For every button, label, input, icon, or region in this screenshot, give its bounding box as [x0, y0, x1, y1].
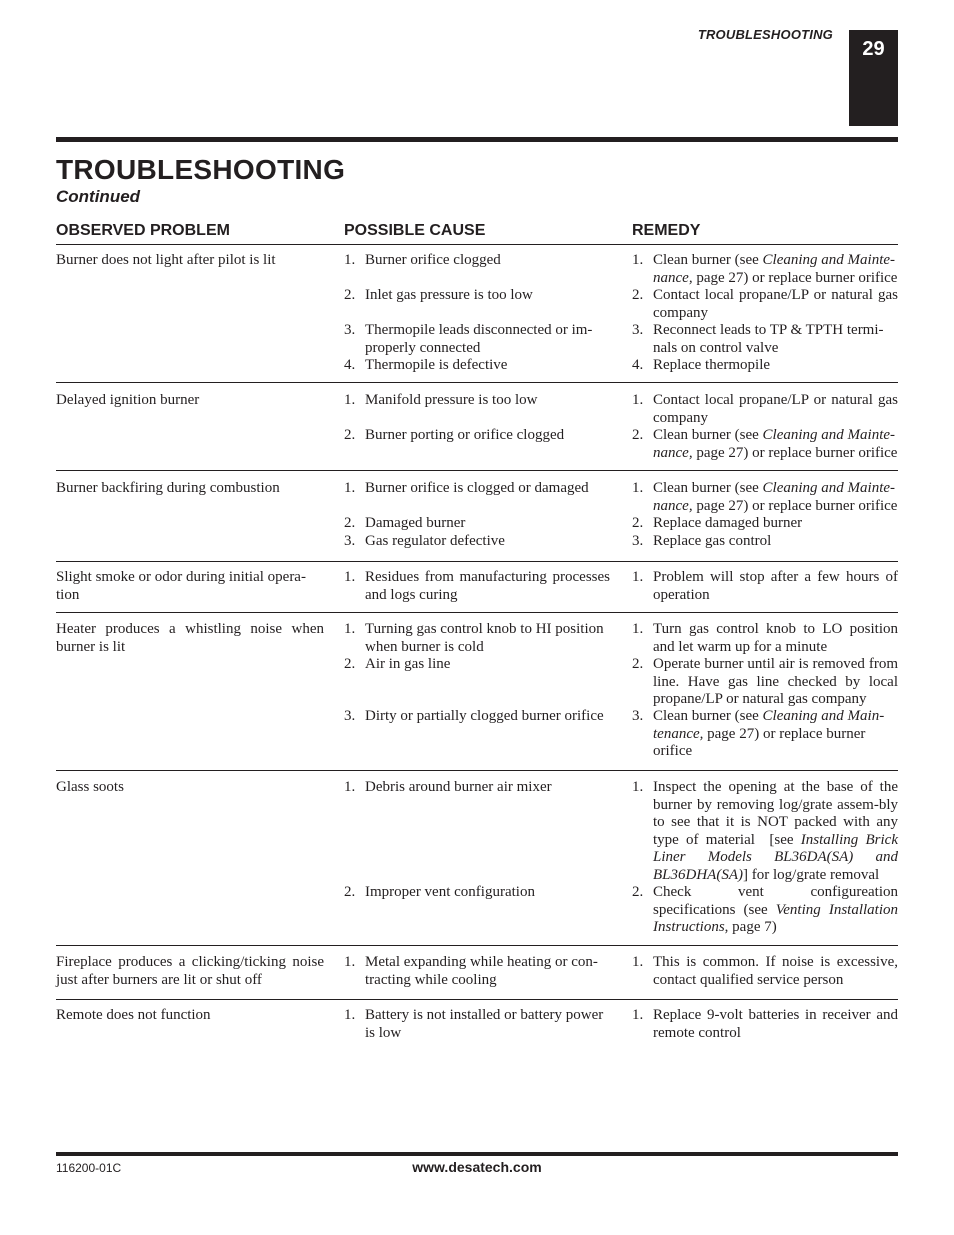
remedy-item: 1. Replace 9-volt batteries in receiver and remote control — [632, 1007, 898, 1041]
problem-cell: Glass soots — [56, 779, 124, 795]
problem-cell: Burner does not light after pilot is lit — [56, 252, 276, 268]
cause-item: 1. Turning gas control knob to HI position when burner is cold — [344, 621, 604, 655]
table-row — [56, 245, 898, 383]
page-number: 29 — [862, 38, 885, 60]
remedy-item: 1. Clean burner (see Cleaning and Mainte- nance, page 27) or replace burner orifice — [632, 252, 898, 286]
remedy-item: 4. Replace thermopile — [632, 357, 771, 373]
remedy-item: 2. Check vent configureation specifications (see Venting Installation Instructions, page 7) — [632, 884, 898, 935]
table-row — [56, 471, 898, 562]
remedy-item: 1. Problem will stop after a few hours of operation — [632, 569, 898, 603]
table-row — [56, 771, 898, 946]
table-row — [56, 383, 898, 471]
cause-item: 2. Burner porting or orifice clogged — [344, 427, 565, 443]
problem-cell: Remote does not function — [56, 1007, 211, 1023]
cause-item: 1. Battery is not installed or battery power is low — [344, 1007, 604, 1041]
cause-item: 4. Thermopile is defective — [344, 357, 508, 373]
bottom-divider — [56, 1152, 898, 1156]
document-code: 116200-01C — [56, 1161, 122, 1175]
remedy-item: 1. This is common. If noise is excessive, contact qualified service person — [632, 954, 898, 988]
remedy-item: 2. Clean burner (see Cleaning and Mainte- nance, page 27) or replace burner orifice — [632, 427, 898, 461]
remedy-item: 2. Replace damaged burner — [632, 515, 803, 531]
cause-item: 3. Gas regulator defective — [344, 533, 505, 549]
top-divider — [56, 137, 898, 142]
problem-cell: Heater produces a whistling noise when burner is lit — [56, 621, 324, 655]
cause-item: 2. Air in gas line — [344, 656, 451, 672]
cause-item: 1. Manifold pressure is too low — [344, 392, 538, 408]
cause-item: 3. Dirty or partially clogged burner orifice — [344, 708, 604, 724]
website-url: www.desatech.com — [412, 1159, 542, 1175]
column-header-cause: POSSIBLE CAUSE — [344, 222, 486, 239]
page-number-box — [849, 30, 898, 126]
remedy-item: 2. Contact local propane/LP or natural gas company — [632, 287, 898, 321]
table-row — [56, 562, 898, 613]
remedy-item: 2. Operate burner until air is removed from line. Have gas line checked by local propane/LP or natural gas company — [632, 656, 898, 707]
remedy-item: 1. Inspect the opening at the base of the burner by removing log/grate assem-bly to see that it is NOT packed with any type of material [see Installing Brick Liner Models BL36DA(SA) and BL36DHA(SA)] for log/grate removal — [632, 779, 898, 883]
problem-cell: Burner backfiring during combustion — [56, 480, 280, 496]
column-header-problem: OBSERVED PROBLEM — [56, 222, 230, 239]
table-row — [56, 946, 898, 1000]
cause-item: 1. Debris around burner air mixer — [344, 779, 552, 795]
cause-item: 1. Burner orifice clogged — [344, 252, 501, 268]
cause-item: 1. Burner orifice is clogged or damaged — [344, 480, 589, 496]
cause-item: 1. Residues from manufacturing processes and logs curing — [344, 569, 610, 603]
problem-cell: Fireplace produces a clicking/ticking noise just after burners are lit or shut off — [56, 954, 324, 988]
page-title: TROUBLESHOOTING — [56, 154, 346, 185]
problem-cell: Delayed ignition burner — [56, 392, 200, 408]
remedy-item: 3. Replace gas control — [632, 533, 772, 549]
cause-item: 2. Improper vent configuration — [344, 884, 535, 900]
cause-item: 2. Damaged burner — [344, 515, 466, 531]
cause-item: 3. Thermopile leads disconnected or im- properly connected — [344, 322, 593, 356]
problem-cell: Slight smoke or odor during initial opera- tion — [56, 569, 306, 603]
section-label: TROUBLESHOOTING — [697, 27, 833, 42]
remedy-item: 1. Turn gas control knob to LO position and let warm up for a minute — [632, 621, 898, 655]
remedy-item: 3. Reconnect leads to TP & TPTH termi- nals on control valve — [632, 322, 884, 356]
remedy-item: 1. Clean burner (see Cleaning and Mainte- nance, page 27) or replace burner orifice — [632, 480, 898, 514]
page-subtitle: Continued — [56, 187, 141, 206]
cause-item: 2. Inlet gas pressure is too low — [344, 287, 533, 303]
table-row — [56, 613, 898, 771]
cause-item: 1. Metal expanding while heating or con- tracting while cooling — [344, 954, 598, 988]
column-header-remedy: REMEDY — [632, 222, 701, 239]
remedy-item: 3. Clean burner (see Cleaning and Main- tenance, page 27) or replace burner orifice — [632, 708, 885, 759]
troubleshooting-table — [56, 222, 898, 1050]
remedy-item: 1. Contact local propane/LP or natural gas company — [632, 392, 898, 426]
table-row — [56, 1000, 898, 1050]
table-header — [56, 222, 898, 245]
